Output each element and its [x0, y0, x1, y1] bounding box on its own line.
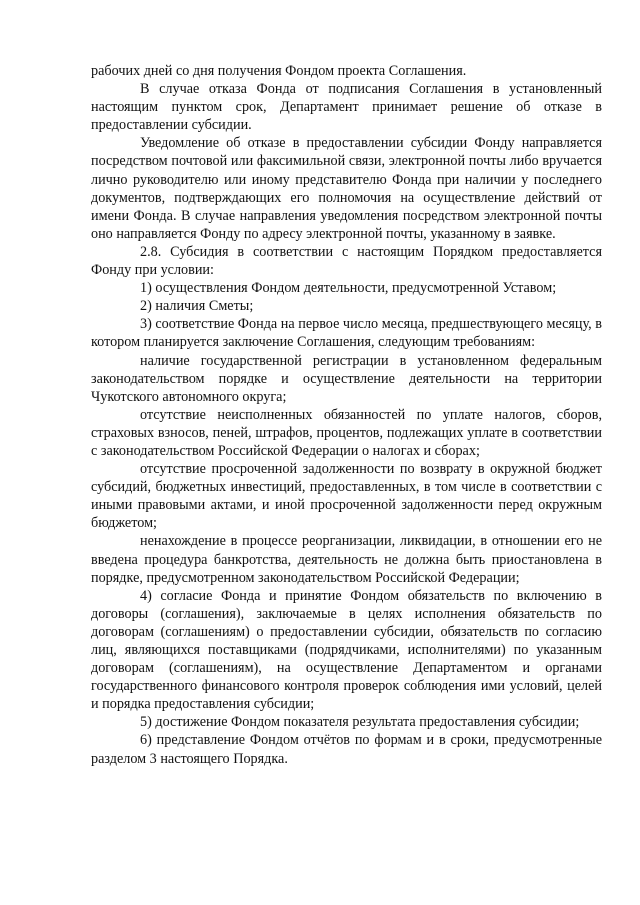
paragraph-clause-2-8: 2.8. Субсидия в соответствии с настоящим Порядком предоставляется Фонду при условии:: [91, 243, 602, 279]
condition-6: 6) представление Фондом отчётов по формам и в сроки, предусмотренные разделом 3 настоящего Порядка.: [91, 732, 602, 767]
paragraph-notification: Уведомление об отказе в предоставлении субсидии Фонду направляется посредством почтовой или факсимильной связи, электронной почты либо вручается лично руководителю или иному представителю Фонда при наличии у последнего документов, подтверждающих его полномочия на осуществление действий от имени Фонда. В случае направления уведомления посредством электронной почты оно направляется Фонду по адресу электронной почты, указанному в заявке.: [91, 135, 602, 242]
requirement-registration: наличие государственной регистрации в установленном федеральным законодательством порядке и осуществление деятельности на территории Чукотского автономного округа;: [91, 352, 602, 405]
requirement-no-reorganization: ненахождение в процессе реорганизации, ликвидации, в отношении его не введена процедура банкротства, деятельность не должна быть приостановлена в порядке, предусмотренном законодательством Российской Федерации;: [91, 533, 602, 586]
paragraph-continuation: рабочих дней со дня получения Фондом проекта Соглашения.: [91, 63, 467, 79]
condition-5: 5) достижение Фондом показателя результата предоставления субсидии;: [140, 714, 580, 731]
requirement-no-budget-debt: отсутствие просроченной задолженности по возврату в окружной бюджет субсидий, бюджетных инвестиций, предоставленных, в том числе в соответствии с иными правовыми актами, и иной просроченной задолженности перед окружным бюджетом;: [91, 461, 602, 532]
document-page: [91, 62, 602, 768]
condition-3: 3) соответствие Фонда на первое число месяца, предшествующего месяцу, в котором планируется заключение Соглашения, следующим требованиям:: [91, 316, 602, 351]
paragraph-refusal: В случае отказа Фонда от подписания Соглашения в установленный настоящим пунктом срок, Департамент принимает решение об отказе в предоставлении субсидии.: [91, 81, 602, 134]
condition-2: 2) наличия Сметы;: [140, 298, 254, 315]
requirement-no-tax-debt: отсутствие неисполненных обязанностей по уплате налогов, сборов, страховых взносов, пеней, штрафов, процентов, подлежащих уплате в соответствии с законодательством Российской Федерации о налогах и сборах;: [91, 406, 602, 459]
condition-1: 1) осуществления Фондом деятельности, предусмотренной Уставом;: [140, 280, 557, 297]
condition-4: 4) согласие Фонда и принятие Фондом обязательств по включению в договоры (соглашения), заключаемые в целях исполнения обязательств по договорам (соглашениям) о предоставлении субсидии, обязательств по согласию лиц, являющихся поставщиками (подрядчиками, исполнителями) по указанным договорам (соглашениям), на осуществление Департаментом и органами государственного финансового контроля проверок соблюдения ими условий, целей и порядка предоставления субсидии;: [91, 587, 602, 713]
